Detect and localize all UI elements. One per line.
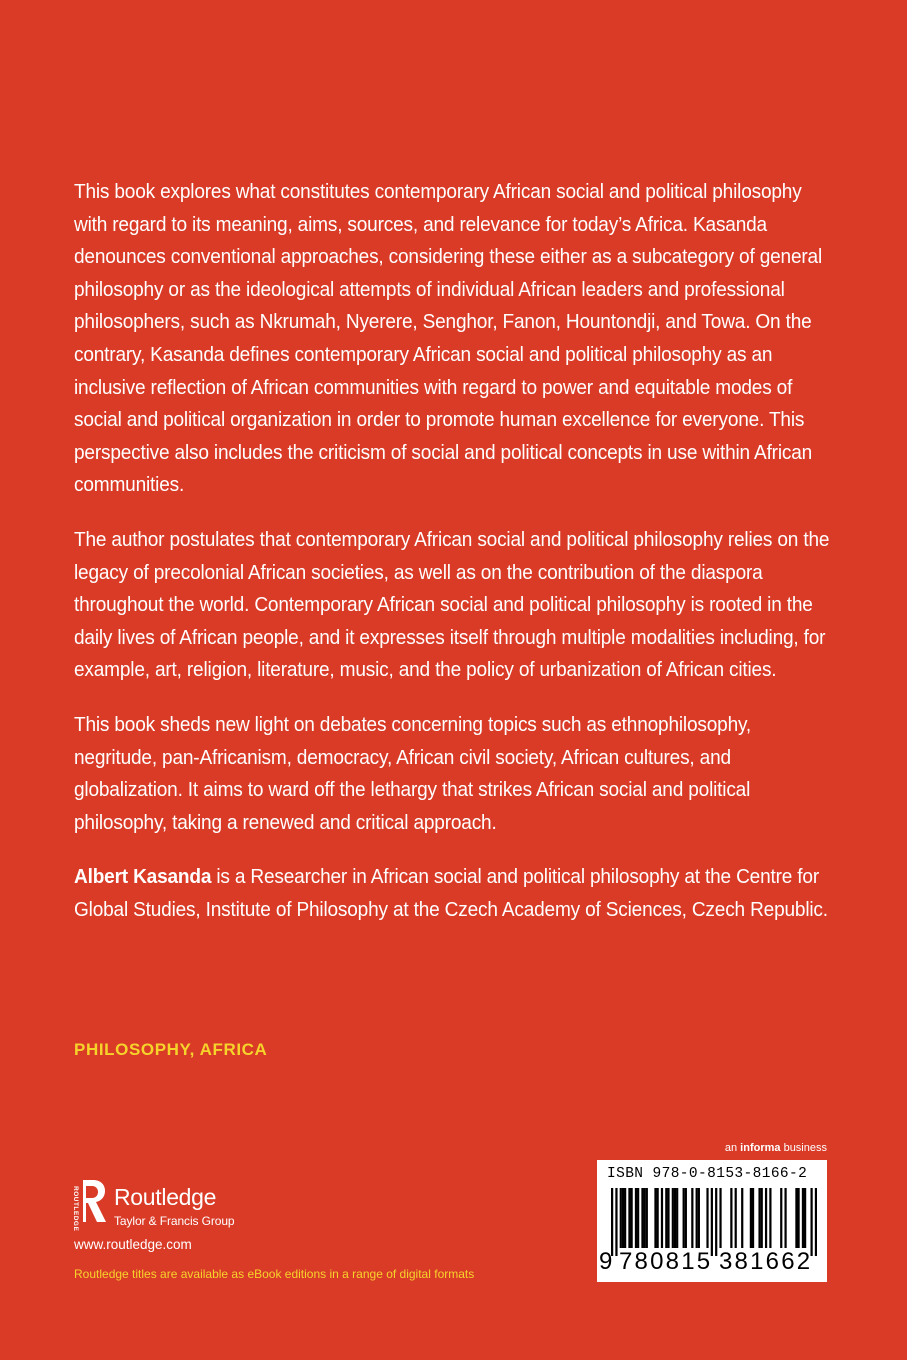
barcode-bar [696, 1188, 698, 1248]
barcode-bar [784, 1188, 786, 1248]
barcode-bar [730, 1188, 732, 1248]
blurb-paragraph-1: This book explores what constitutes contemporary African social and political philosophy with regard to its meaning, aims, sources, and relevance for today’s Africa. Kasanda denounces conventional approaches, considering these either as a subcategory of general philosophy or as the ideological attempts of individual African leaders and professional philosophers, such as Nkrumah, Nyerere, Senghor, Fanon, Hountondji, and Towa. On the contrary, Kasanda defines contemporary African social and political philosophy as an inclusive reflection of African communities with regard to power and equitable modes of social and political organization in order to promote human excellence for everyone. This perspective also includes the criticism of social and political concepts in use within African communities. [74, 180, 822, 497]
barcode-digits [599, 1248, 825, 1276]
barcode-bar [685, 1188, 687, 1248]
barcode-bar [611, 1188, 613, 1256]
isbn-barcode [597, 1160, 827, 1282]
blurb-paragraph-3: This book sheds new light on debates concerning topics such as ethnophilosophy, negritude, pan-Africanism, democracy, African civil society, African cultures, and globalization. It aims to ward off the lethargy that strikes African social and political philosophy, taking a renewed and critical approach. [74, 712, 752, 834]
barcode-bar [719, 1188, 721, 1248]
barcode-bar [646, 1188, 648, 1248]
barcode-bar [795, 1188, 797, 1248]
barcode-bar [797, 1188, 799, 1248]
barcode-bar [815, 1188, 817, 1256]
barcode-bar [769, 1188, 771, 1248]
barcode-digits-group-1: 780815 [619, 1248, 713, 1275]
barcode-bar [761, 1188, 763, 1248]
barcode-bar [810, 1188, 812, 1256]
informa-business-tag [725, 1142, 827, 1154]
barcode-digit-lead: 9 [599, 1248, 613, 1275]
barcode-bar [711, 1188, 713, 1256]
barcode-digits-group-2: 381662 [719, 1248, 813, 1275]
publisher-name: Routledge [114, 1184, 217, 1210]
barcode-bar [758, 1188, 760, 1248]
barcode-bar [635, 1188, 637, 1248]
barcode-bar [624, 1188, 626, 1248]
barcode-bar [620, 1188, 622, 1248]
barcode-bar [741, 1188, 743, 1248]
informa-prefix: an [724, 1142, 741, 1154]
barcode-bar [698, 1188, 700, 1248]
publisher-group: Taylor & Francis Group [114, 1214, 235, 1228]
barcode-bar [654, 1188, 656, 1248]
subject-category: PHILOSOPHY, AFRICA [74, 1040, 268, 1059]
blurb-paragraph-2: The author postulates that contemporary African social and political philosophy relies on the legacy of precolonial African societies, as well as on the contribution of the diaspora throughout the world. Contemporary African social and political philosophy is rooted in the daily lives of African people, and it expresses itself through multiple modalities including, for example, art, religion, literature, music, and the policy of urbanization of African cities. [74, 527, 830, 682]
barcode-bar [691, 1188, 693, 1248]
barcode-bar [661, 1188, 663, 1248]
informa-brand: informa [740, 1142, 781, 1154]
barcode-bar [615, 1188, 617, 1256]
barcode-bar [641, 1188, 643, 1248]
ebook-note: Routledge titles are available as eBook editions in a range of digital formats [74, 1267, 475, 1281]
barcode-bar [706, 1188, 708, 1248]
barcode-bar [735, 1188, 737, 1248]
author-bio [74, 861, 832, 926]
author-name: Albert Kasanda [74, 865, 212, 889]
logo-side-text: ROUTLEDGE [72, 1186, 79, 1232]
barcode-bar [674, 1188, 676, 1248]
publisher-website[interactable]: www.routledge.com [74, 1237, 192, 1252]
barcode-bars [611, 1188, 817, 1256]
barcode-bar [715, 1188, 717, 1256]
barcode-bar [644, 1188, 646, 1248]
barcode-bar [752, 1188, 754, 1248]
informa-suffix: business [780, 1142, 827, 1154]
back-cover-blurb [74, 176, 834, 948]
author-bio-text: is a Researcher in African social and political philosophy at the Centre for Global Studies, Institute of Philosophy at the Czech Academy of Sciences, Czech Republic. [74, 865, 828, 921]
routledge-logo [70, 1178, 310, 1234]
routledge-r-icon [70, 1178, 106, 1234]
barcode-bar [631, 1188, 633, 1248]
barcode-bar [750, 1188, 752, 1248]
barcode-bar [628, 1188, 630, 1248]
barcode-bar [657, 1188, 659, 1248]
barcode-bar [672, 1188, 674, 1248]
barcode-bar [665, 1188, 667, 1248]
barcode-bar [667, 1188, 669, 1248]
barcode-bar [683, 1188, 685, 1248]
barcode-bar [622, 1188, 624, 1248]
barcode-bar [780, 1188, 782, 1248]
barcode-bar [637, 1188, 639, 1248]
isbn-label: ISBN 978-0-8153-8166-2 [607, 1166, 808, 1182]
barcode-bar [765, 1188, 767, 1248]
barcode-bar [802, 1188, 804, 1248]
barcode-bar [676, 1188, 678, 1248]
barcode-bar [804, 1188, 806, 1248]
